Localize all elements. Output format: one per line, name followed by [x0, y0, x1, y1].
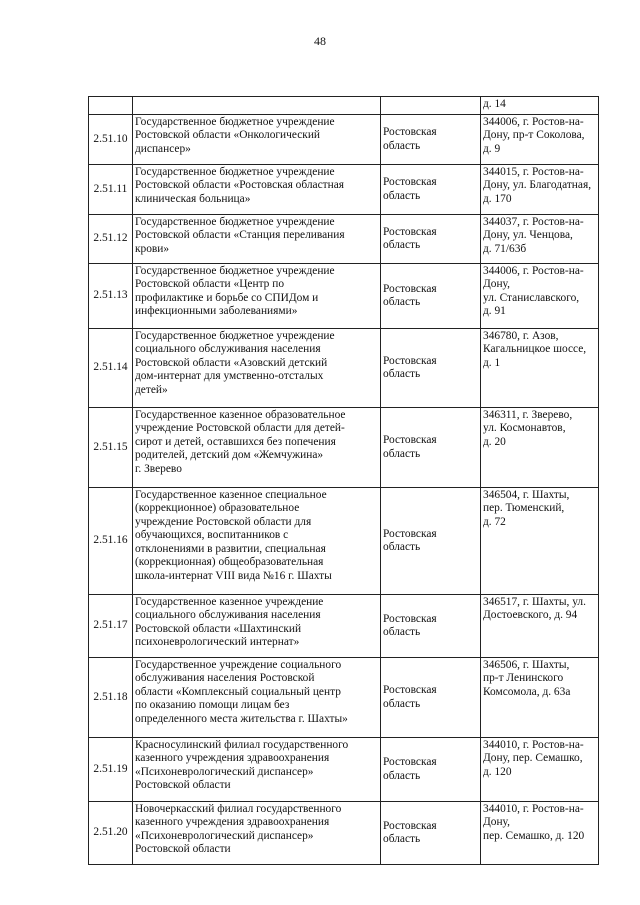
table-row	[89, 738, 599, 802]
institution-name: Государственное бюджетное учреждение Ростовской области «Станция переливания крови»	[133, 215, 381, 264]
table-row	[89, 802, 599, 865]
row-number: 2.51.19	[89, 738, 133, 802]
region: Ростовская область	[381, 408, 481, 488]
region: Ростовская область	[381, 738, 481, 802]
institution-name: Государственное бюджетное учреждение социального обслуживания населения Ростовской области «Азовский детский дом-интернат для умственно-отсталых детей»	[133, 329, 381, 408]
row-number: 2.51.12	[89, 215, 133, 264]
address: 344006, г. Ростов-на- Дону, ул. Станиславского, д. 91	[481, 264, 599, 329]
region	[381, 97, 481, 115]
page-number: 48	[314, 34, 326, 48]
address: 344006, г. Ростов-на- Дону, пр-т Соколова, д. 9	[481, 115, 599, 165]
region: Ростовская область	[381, 329, 481, 408]
row-number: 2.51.17	[89, 595, 133, 658]
registry-table	[88, 96, 599, 865]
table-body	[89, 97, 599, 865]
table-row	[89, 488, 599, 595]
row-number	[89, 97, 133, 115]
region: Ростовская область	[381, 658, 481, 738]
table-row	[89, 264, 599, 329]
region: Ростовская область	[381, 802, 481, 865]
address: 344010, г. Ростов-на- Дону, пер. Семашко, д. 120	[481, 802, 599, 865]
address: 346506, г. Шахты, пр-т Ленинского Комсомола, д. 63а	[481, 658, 599, 738]
institution-name: Государственное бюджетное учреждение Ростовской области «Ростовская областная клиническая больница»	[133, 165, 381, 215]
institution-name: Красносулинский филиал государственного казенного учреждения здравоохранения «Психоневрологический диспансер» Ростовской области	[133, 738, 381, 802]
table-row	[89, 165, 599, 215]
row-number: 2.51.14	[89, 329, 133, 408]
institution-name: Новочеркасский филиал государственного казенного учреждения здравоохранения «Психоневрологический диспансер» Ростовской области	[133, 802, 381, 865]
address: 344015, г. Ростов-на- Дону, ул. Благодатная, д. 170	[481, 165, 599, 215]
table-row	[89, 408, 599, 488]
institution-name: Государственное бюджетное учреждение Ростовской области «Центр по профилактике и борьбе со СПИДом и инфекционными заболеваниями»	[133, 264, 381, 329]
institution-name: Государственное казенное учреждение социального обслуживания населения Ростовской области «Шахтинский психоневрологический интернат»	[133, 595, 381, 658]
address: 346311, г. Зверево, ул. Космонавтов, д. 20	[481, 408, 599, 488]
region: Ростовская область	[381, 488, 481, 595]
table-row	[89, 215, 599, 264]
address: 344010, г. Ростов-на- Дону, пер. Семашко, д. 120	[481, 738, 599, 802]
table-row	[89, 658, 599, 738]
address: 346504, г. Шахты, пер. Тюменский, д. 72	[481, 488, 599, 595]
institution-name: Государственное бюджетное учреждение Ростовской области «Онкологический диспансер»	[133, 115, 381, 165]
row-number: 2.51.20	[89, 802, 133, 865]
table-row	[89, 329, 599, 408]
address: 346517, г. Шахты, ул. Достоевского, д. 94	[481, 595, 599, 658]
address: 344037, г. Ростов-на- Дону, ул. Ченцова, д. 71/63б	[481, 215, 599, 264]
region: Ростовская область	[381, 595, 481, 658]
row-number: 2.51.10	[89, 115, 133, 165]
institution-name	[133, 97, 381, 115]
region: Ростовская область	[381, 115, 481, 165]
region: Ростовская область	[381, 165, 481, 215]
row-number: 2.51.11	[89, 165, 133, 215]
table-row	[89, 97, 599, 115]
row-number: 2.51.13	[89, 264, 133, 329]
institution-name: Государственное казенное образовательное учреждение Ростовской области для детей- сирот и детей, оставшихся без попечения родителей, детский дом «Жемчужина» г. Зверево	[133, 408, 381, 488]
institution-name: Государственное казенное специальное (коррекционное) образовательное учреждение Ростовской области для обучающихся, воспитанников с отклонениями в развитии, специальная (коррекционная) общеобразовательная школа-интернат VIII вида №16 г. Шахты	[133, 488, 381, 595]
row-number: 2.51.15	[89, 408, 133, 488]
row-number: 2.51.16	[89, 488, 133, 595]
row-number: 2.51.18	[89, 658, 133, 738]
table-row	[89, 595, 599, 658]
region: Ростовская область	[381, 215, 481, 264]
address: д. 14	[481, 97, 599, 115]
address: 346780, г. Азов, Кагальницкое шоссе, д. 1	[481, 329, 599, 408]
institution-name: Государственное учреждение социального обслуживания населения Ростовской области «Комплексный социальный центр по оказанию помощи лицам без определенного места жительства г. Шахты»	[133, 658, 381, 738]
table-row	[89, 115, 599, 165]
region: Ростовская область	[381, 264, 481, 329]
